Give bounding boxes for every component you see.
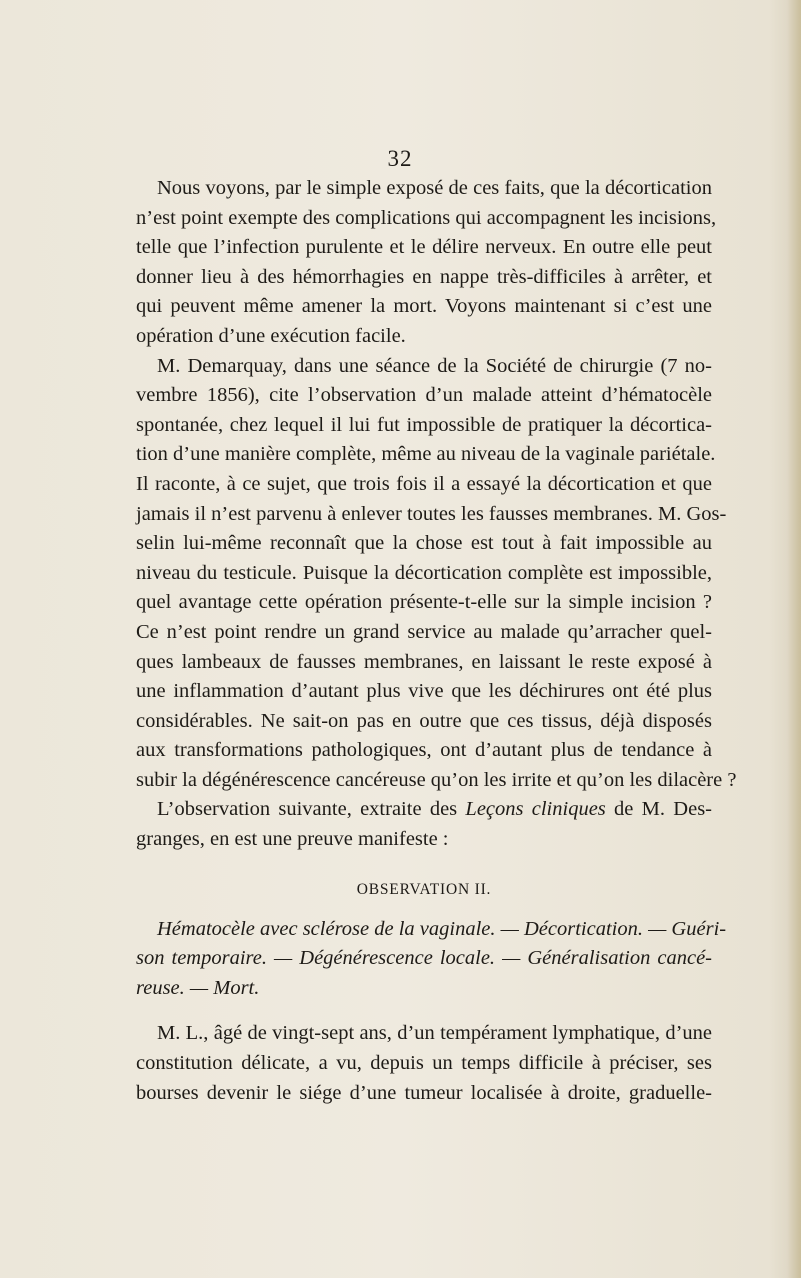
text-line: subir la dégénérescence cancéreuse qu’on les irrite et qu’on les dilacère ? [136, 768, 737, 791]
observation-title-line: son temporaire. — Dégénérescence locale. — Généralisation cancé- [136, 947, 712, 970]
text-line: granges, en est une preuve manifeste : [136, 828, 449, 851]
citation-line [136, 795, 712, 825]
text-line: une inflammation d’autant plus vive que les déchirures ont été plus [136, 680, 712, 703]
text-line: n’est point exempte des complications qui accompagnent les incisions, [136, 206, 717, 229]
text-line: telle que l’infection purulente et le délire nerveux. En outre elle peut [136, 236, 712, 259]
page-edge-shadow [787, 0, 801, 1278]
observation-title-line: reuse. — Mort. [136, 976, 260, 999]
text-line: donner lieu à des hémorrhagies en nappe très-difficiles à arrêter, et [136, 265, 712, 288]
text-line: considérables. Ne sait-on pas en outre que ces tissus, déjà disposés [136, 709, 712, 732]
page-text [136, 174, 737, 1108]
citation-title: Leçons cliniques [465, 798, 606, 821]
text-line: Il raconte, à ce sujet, que trois fois il a essayé la décortication et que [136, 472, 712, 495]
text-line: Ce n’est point rendre un grand service au malade qu’arracher quel- [136, 620, 712, 643]
text-line: Nous voyons, par le simple exposé de ces faits, que la décortication [157, 177, 712, 199]
text-line: ques lambeaux de fausses membranes, en laissant le reste exposé à [136, 650, 712, 673]
observation-title-line: Hématocèle avec sclérose de la vaginale. — Décortication. — Guéri- [157, 917, 727, 940]
spacer [136, 1003, 712, 1019]
text-line: vembre 1856), cite l’observation d’un malade atteint d’hématocèle [136, 384, 712, 407]
citation-suffix: de M. Des- [605, 798, 712, 821]
observation-heading: OBSERVATION II. [356, 880, 492, 898]
text-line: opération d’une exécution facile. [136, 324, 406, 347]
text-line: M. Demarquay, dans une séance de la Société de chirurgie (7 no- [157, 354, 712, 377]
text-line: jamais il n’est parvenu à enlever toutes les fausses membranes. M. Gos- [136, 502, 727, 525]
text-line: tion d’une manière complète, même au niveau de la vaginale pariétale. [136, 443, 716, 466]
text-line: niveau du testicule. Puisque la décortication complète est impossible, [136, 561, 712, 584]
text-line: constitution délicate, a vu, depuis un temps difficile à préciser, ses [136, 1052, 712, 1075]
text-line: aux transformations pathologiques, ont d’autant plus de tendance à [136, 739, 712, 762]
text-line: spontanée, chez lequel il lui fut impossible de pratiquer la décortica- [136, 413, 712, 436]
text-line: qui peuvent même amener la mort. Voyons maintenant si c’est une [136, 295, 712, 318]
text-line: quel avantage cette opération présente-t-elle sur la simple incision ? [136, 591, 712, 614]
text-line: bourses devenir le siége d’une tumeur localisée à droite, graduelle- [136, 1081, 712, 1104]
text-line: M. L., âgé de vingt-sept ans, d’un tempérament lymphatique, d’une [157, 1022, 712, 1045]
citation-prefix: L’observation suivante, extraite des [157, 798, 466, 821]
text-line: selin lui-même reconnaît que la chose est tout à fait impossible au [136, 532, 712, 555]
page-number: 32 [387, 146, 413, 171]
